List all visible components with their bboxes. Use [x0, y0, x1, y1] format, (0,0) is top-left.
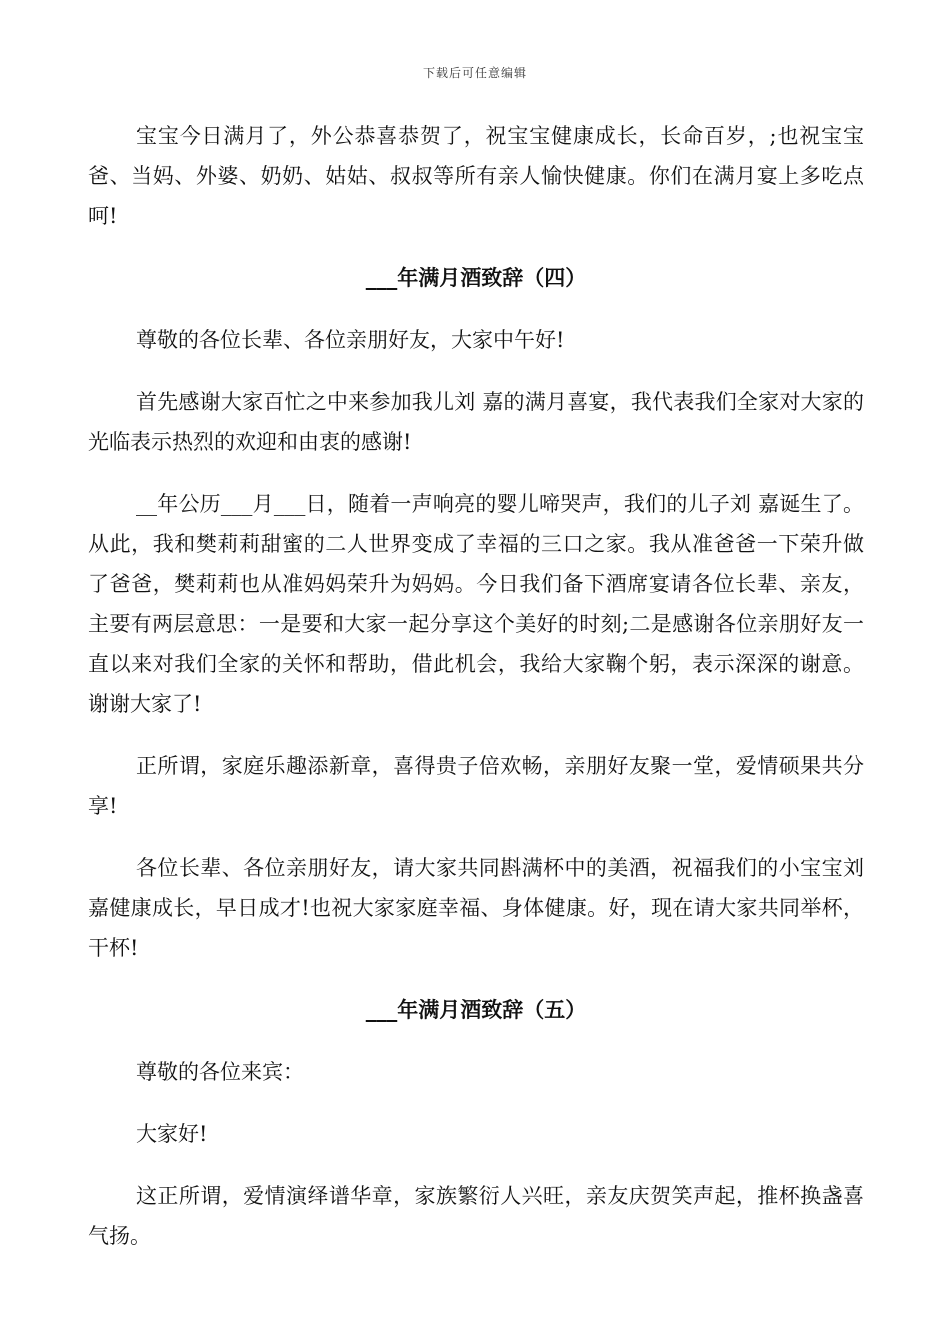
- document-body: [88, 116, 864, 1278]
- paragraph-salutation-guests: 尊敬的各位来宾：: [136, 1060, 304, 1084]
- section-heading-four: ___年满月酒致辞（四）: [365, 265, 587, 290]
- paragraph-toast: 各位长辈、各位亲朋好友，请大家共同斟满杯中的美酒，祝福我们的小宝宝刘 嘉健康成长，早日成才!也祝大家家庭幸福、身体健康。好，现在请大家共同举杯，干杯!: [88, 856, 864, 960]
- section-heading-five: ___年满月酒致辞（五）: [365, 997, 587, 1022]
- paragraph-hello: 大家好!: [136, 1122, 208, 1146]
- paragraph-celebration: 这正所谓，爱情演绎谱华章，家族繁衍人兴旺，亲友庆贺笑声起，推杯换盏喜气扬。: [88, 1184, 864, 1248]
- paragraph-thanks: 首先感谢大家百忙之中来参加我儿刘 嘉的满月喜宴，我代表我们全家对大家的光临表示热烈的欢迎和由衷的感谢!: [88, 390, 864, 454]
- paragraph-salutation: 尊敬的各位长辈、各位亲朋好友，大家中午好!: [136, 328, 565, 352]
- paragraph-greeting-grandpa: 宝宝今日满月了，外公恭喜恭贺了，祝宝宝健康成长，长命百岁，;也祝宝宝爸、当妈、外婆、奶奶、姑姑、叔叔等所有亲人愉快健康。你们在满月宴上多吃点呵!: [88, 124, 864, 228]
- paragraph-birth-story: __年公历___月___日，随着一声响亮的婴儿啼哭声，我们的儿子刘 嘉诞生了。从此，我和樊莉莉甜蜜的二人世界变成了幸福的三口之家。我从准爸爸一下荣升做了爸爸，樊莉莉也从准妈妈荣升为妈妈。今日我们备下酒席宴请各位长辈、亲友，主要有两层意思：一是要和大家一起分享这个美好的时刻;二是感谢各位亲朋好友一直以来对我们全家的关怀和帮助，借此机会，我给大家鞠个躬，表示深深的谢意。谢谢大家了!: [88, 492, 864, 716]
- page-header-note: 下载后可任意编辑: [422, 66, 527, 80]
- paragraph-couplet: 正所谓，家庭乐趣添新章，喜得贵子倍欢畅，亲朋好友聚一堂，爱情硕果共分享!: [88, 754, 864, 818]
